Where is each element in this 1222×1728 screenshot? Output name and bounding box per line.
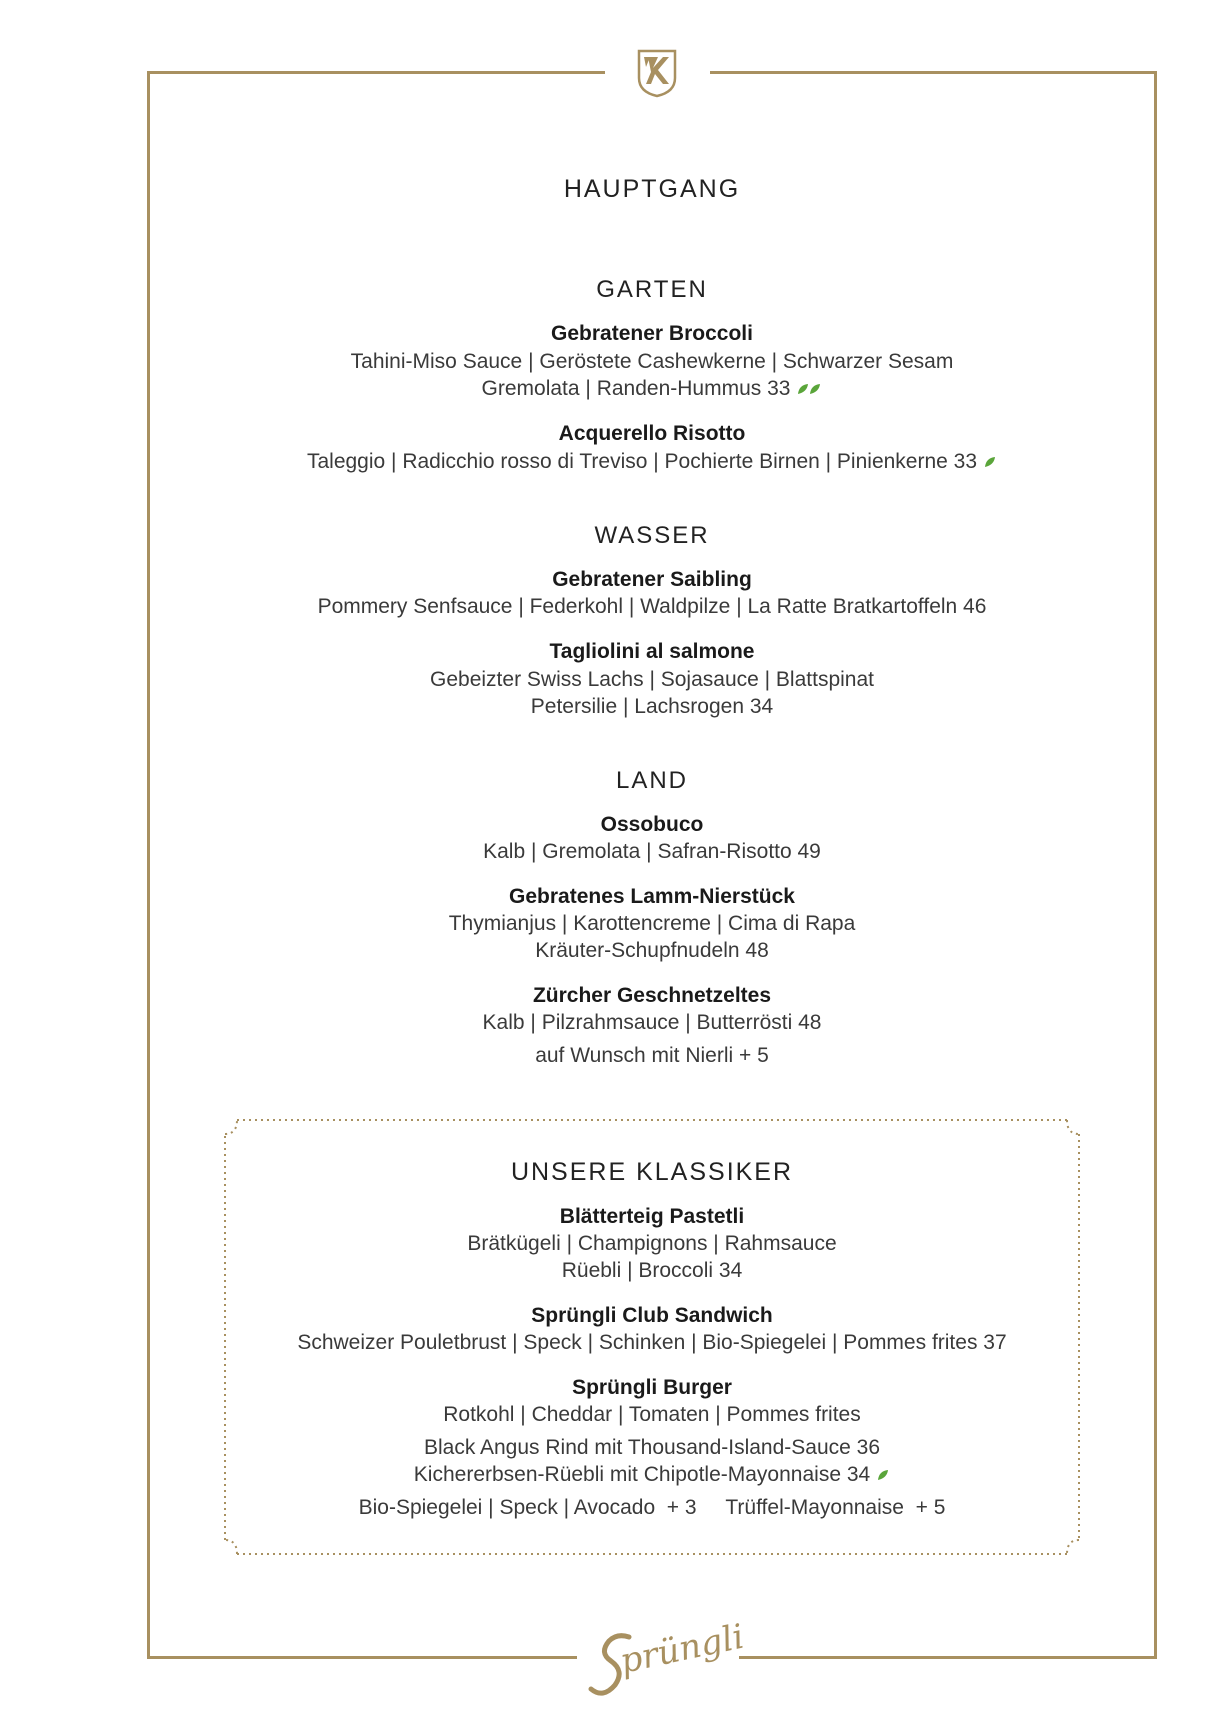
item-description: Kalb | Pilzrahmsauce | Butterrösti 48 [482, 1011, 822, 1034]
item-name: Tagliolini al salmone [549, 640, 755, 663]
item-name: Gebratener Saibling [552, 568, 752, 591]
item-name: Blätterteig Pastetli [559, 1205, 745, 1228]
item-name: Gebratener Broccoli [551, 322, 753, 345]
item-name: Sprüngli Burger [572, 1376, 732, 1399]
item-description: Brätkügeli | Champignons | Rahmsauce [467, 1232, 837, 1255]
item-name: Gebratenes Lamm-Nierstück [509, 885, 795, 908]
item-name: Acquerello Risotto [558, 422, 746, 445]
item-name: Sprüngli Club Sandwich [531, 1304, 773, 1327]
item-description: Rüebli | Broccoli 34 [561, 1259, 743, 1282]
item-name: Zürcher Geschnetzeltes [532, 984, 772, 1007]
item-description: Tahini-Miso Sauce | Geröstete Cashewkerne | Schwarzer Sesam [350, 350, 954, 373]
vegetarian-icon [876, 1468, 890, 1482]
item-extras: Bio-Spiegelei | Speck | Avocado + 3 Trüffel-Mayonnaise + 5 [358, 1496, 946, 1519]
item-description: Pommery Senfsauce | Federkohl | Waldpilze | La Ratte Bratkartoffeln 46 [317, 595, 987, 618]
item-description-price [150, 1463, 1154, 1487]
section-heading-land: LAND [615, 767, 689, 794]
item-description-price [150, 450, 1154, 474]
crest-logo-icon [636, 48, 678, 98]
item-name: Ossobuco [600, 813, 704, 836]
vegan-icon [796, 382, 822, 396]
section-heading-klassiker: UNSERE KLASSIKER [510, 1158, 794, 1186]
item-description: Rotkohl | Cheddar | Tomaten | Pommes frites [443, 1403, 861, 1426]
item-description-text: Kichererbsen-Rüebli mit Chipotle-Mayonnaise 34 [413, 1463, 871, 1486]
spruengli-signature-logo [583, 1615, 748, 1705]
section-heading-garten: GARTEN [596, 276, 708, 303]
item-description: Petersilie | Lachsrogen 34 [530, 695, 774, 718]
item-description-text: Taleggio | Radicchio rosso di Treviso | Pochierte Birnen | Pinienkerne 33 [306, 450, 978, 473]
item-description: Black Angus Rind mit Thousand-Island-Sauce 36 [423, 1436, 881, 1459]
vegetarian-icon [983, 455, 997, 469]
item-description: Schweizer Pouletbrust | Speck | Schinken | Bio-Spiegelei | Pommes frites 37 [297, 1331, 1007, 1354]
item-description: Kalb | Gremolata | Safran-Risotto 49 [483, 840, 821, 863]
item-description-price [150, 377, 1154, 401]
item-description: Kräuter-Schupfnudeln 48 [535, 939, 769, 962]
item-description-text: Gremolata | Randen-Hummus 33 [481, 377, 791, 400]
item-description: Thymianjus | Karottencreme | Cima di Rapa [448, 912, 856, 935]
page-title: HAUPTGANG [563, 175, 741, 203]
item-option: auf Wunsch mit Nierli + 5 [535, 1044, 769, 1067]
svg-text:prüngli: prüngli [616, 1616, 748, 1682]
section-heading-wasser: WASSER [594, 522, 710, 549]
item-description: Gebeizter Swiss Lachs | Sojasauce | Blattspinat [430, 668, 874, 691]
